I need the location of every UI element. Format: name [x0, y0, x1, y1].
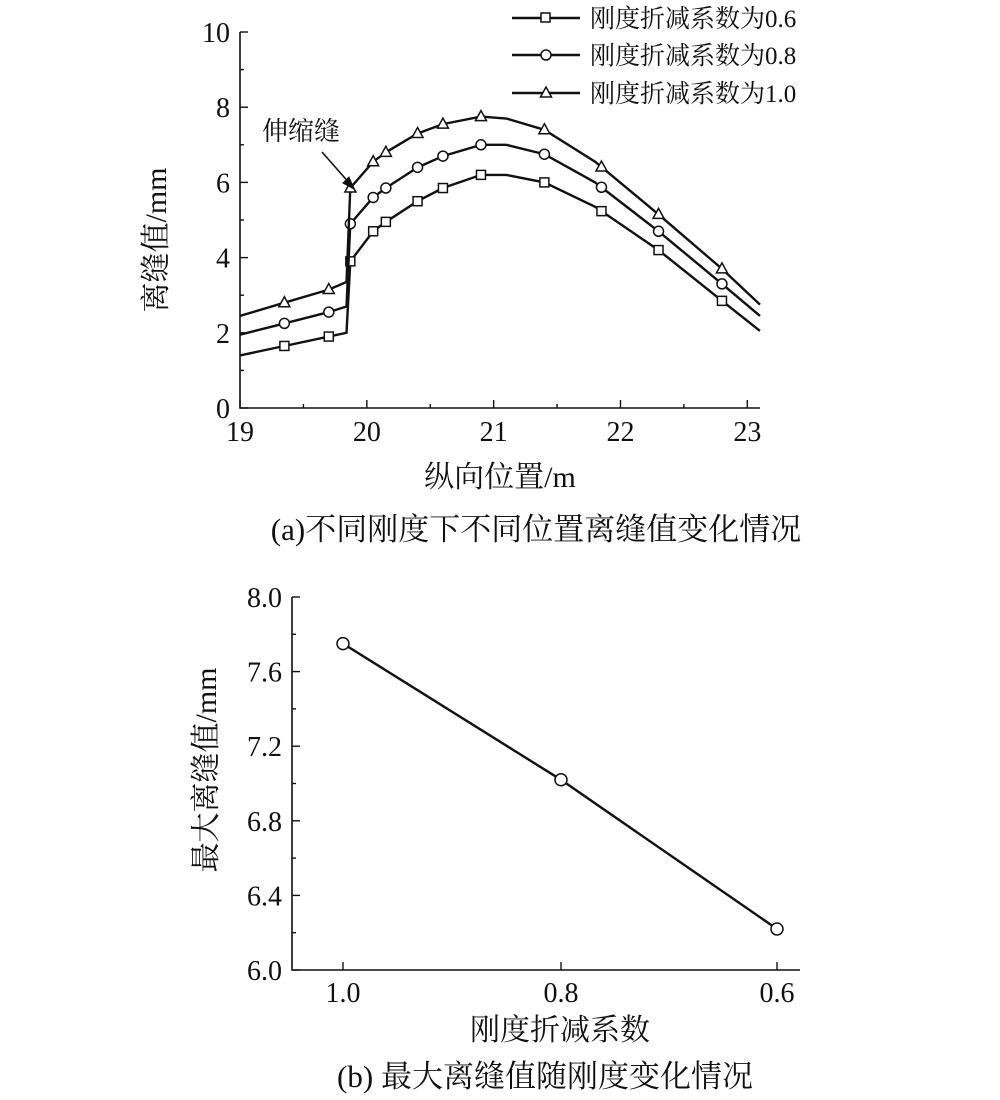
chart-a-data-point [368, 192, 378, 202]
chart-a-data-point [476, 170, 485, 179]
chart-a-data-point [381, 183, 391, 193]
chart-b-y-tick-label: 6.4 [247, 881, 282, 913]
chart-b-y-axis-label: 最大离缝值/mm [190, 667, 223, 873]
chart-a-data-point [413, 162, 423, 172]
chart-a-x-axis-label: 纵向位置/m [424, 461, 576, 494]
chart-a-data-point [438, 184, 447, 193]
chart-a-data-point [280, 341, 289, 350]
chart-a-data-point [369, 227, 378, 236]
chart-a-series-line-1 [240, 145, 760, 335]
chart-a-y-tick-label: 6 [216, 168, 230, 200]
chart-b-x-tick-label: 0.8 [543, 978, 579, 1009]
chart-a-y-tick-label: 2 [216, 318, 230, 350]
chart-a-data-point [324, 332, 333, 341]
chart-b-x-axis-label: 刚度折减系数 [470, 1014, 650, 1047]
legend-entry-0.6 [512, 5, 796, 33]
chart-a-data-point [717, 279, 727, 289]
chart-a-y-tick-label: 4 [216, 243, 230, 275]
legend-label-1.0: 刚度折减系数为1.0 [590, 81, 797, 108]
chart-b-series [337, 638, 783, 935]
chart-a-data-point [438, 151, 448, 161]
chart-b-caption: (b) 最大离缝值随刚度变化情况 [337, 1059, 753, 1094]
chart-a-series-line-2 [240, 117, 760, 316]
chart-a-y-tick-label: 10 [202, 18, 230, 49]
chart-b-axes [292, 597, 800, 970]
chart-a-data-point [324, 307, 334, 317]
chart-b-data-point [337, 638, 349, 650]
legend-circle-marker [541, 50, 551, 60]
chart-a-series [240, 111, 760, 356]
chart-a-data-point [717, 296, 726, 305]
chart-a-y-tick-label: 8 [216, 93, 230, 125]
legend-label-0.8: 刚度折减系数为0.8 [590, 43, 797, 70]
chart-b-x-tick-label: 0.6 [759, 978, 795, 1009]
chart-a-x-tick-label: 23 [733, 417, 762, 448]
chart-a-data-point [345, 219, 355, 229]
chart-a-x-tick-label: 20 [352, 417, 381, 448]
chart-b-data-point [555, 774, 567, 786]
chart-b-x-tick-label: 1.0 [325, 978, 361, 1009]
legend-square-marker [541, 13, 550, 22]
chart-a-data-point [654, 226, 664, 236]
chart-a-data-point [597, 207, 606, 216]
chart-b-data-point [771, 923, 783, 935]
chart-a-data-point [381, 217, 390, 226]
chart-b-y-tick-label: 7.2 [247, 732, 282, 764]
chart-a-data-point [596, 182, 606, 192]
chart-a-data-point [475, 111, 486, 121]
chart-b-y-tick-label: 6.0 [247, 956, 282, 987]
legend-entry-0.8 [512, 42, 796, 70]
chart-a-series-line-0 [240, 175, 760, 356]
legend-entry-1.0 [512, 80, 796, 108]
chart-a-data-point [539, 149, 549, 159]
chart-b-y-tick-label: 7.6 [247, 657, 282, 689]
chart-a [140, 5, 801, 547]
chart-a-y-tick-label: 0 [216, 394, 230, 425]
chart-a-caption: (a)不同刚度下不同位置离缝值变化情况 [270, 512, 802, 547]
chart-a-data-point [540, 178, 549, 187]
chart-a-x-tick-label: 19 [226, 417, 254, 448]
chart-a-data-point [476, 140, 486, 150]
chart-a-x-tick-label: 21 [479, 417, 508, 448]
chart-a-data-point [413, 197, 422, 206]
legend-label-0.6: 刚度折减系数为0.6 [590, 6, 797, 33]
chart-a-legend [512, 5, 796, 108]
chart-a-data-point [279, 318, 289, 328]
expansion-joint-annotation: 伸缩缝 [262, 117, 341, 146]
chart-a-data-point [368, 156, 379, 166]
chart-b [190, 583, 800, 1094]
chart-b-y-tick-label: 6.8 [247, 806, 282, 838]
chart-a-data-point [654, 246, 663, 255]
chart-a-x-tick-label: 22 [606, 417, 635, 448]
chart-b-ticks [247, 583, 795, 1009]
chart-b-y-tick-label: 8.0 [247, 583, 282, 614]
chart-a-y-axis-label: 离缝值/mm [140, 167, 173, 313]
